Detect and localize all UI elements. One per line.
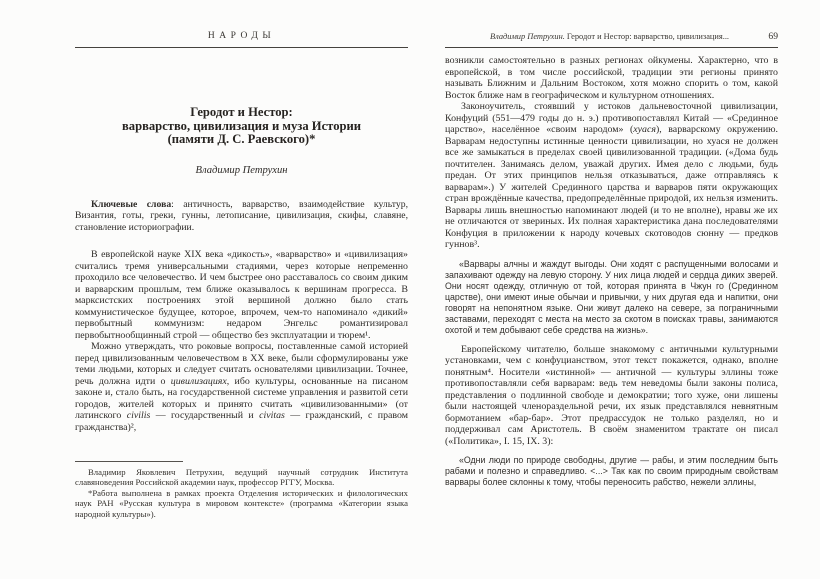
paragraph: В европейской науке XIX века «дикость», «варварство» и «цивилизация» считались тремя универсальными стадиями, через которые непременно проходило все человечество. И чем быстрее оно расставалось со своим диким и варварским прошлым, тем ближе оказывалось к вершинам прогресса. В марксистских построениях этой вершиной должно было стать коммунистическое будущее, которое, впрочем, чем-то напоминало «дикий» первобытный коммунизм: недаром Энгельс романтизировал первобытнообщинный строй — общество без эксплуатации и тюрем¹.: [75, 249, 408, 341]
article-title-line-3: (памяти Д. С. Раевского)*: [167, 132, 316, 147]
page-left: [75, 0, 408, 579]
paragraph: Европейскому читателю, больше знакомому с античными культурными установками, чем с конфуцианством, этот текст покажется, однако, вполне понятным⁴. Носители «истинной» — античной — культуры эллины тоже противопоставляли себя варварам: ведь тем неведомы были законы полиса, представления о подлинной свободе и демократии; того хуже, они лишены были настоящей членораздельной речи, их язык представлялся невнятным бормотанием «бар-бар». Этот предрассудок не только разделял, но и поддерживал сам Аристотель. В своём знаменитом трактате он писал («Политика», I. 15, IX. 3):: [445, 343, 778, 447]
footnote-project-note: *Работа выполнена в рамках проекта Отделения исторических и филологических наук РАН «Русская культура в мировом контексте» (программа «Категории языка народной культуры»).: [75, 487, 408, 519]
keywords-block: [75, 199, 408, 233]
article-author: Владимир Петрухин: [195, 165, 288, 176]
footnote-affiliation: Владимир Яковлевич Петрухин, ведущий научный сотрудник Института славяноведения Российской академии наук, профессор РГГУ, Москва.: [75, 467, 408, 488]
running-head-right: [445, 31, 778, 44]
paragraph-continuation: возникли самостоятельно в разных регионах ойкумены. Характерно, что в европейской, в том числе российской, традиции эти регионы принято называть Ближним и Дальним Востоком, хотя можно спорить о том, какой Восток ближе нам в географическом и культурном отношениях.: [445, 55, 778, 101]
body-text-left: [75, 249, 408, 433]
paragraph: Законоучитель, стоявший у истоков дальневосточной цивилизации, Конфуций (551—479 годы до н. э.) противопоставлял Китай — «Срединное царство», населённое «своим народом» (хуася), варварскому окружению. Варварам недоступны истинные ценности цивилизации, но хуася не должен все же замыкаться в пределах своей цивилизованной традиции. («Дома будь почтителен. Занимаясь делом, уважай других. Имея дело с людьми, будь предан. От этих принципов нельзя отказываться, даже отправляясь к варварам».) У жителей Срединного царства и варваров пяти окружающих стран врождённые качества, предопределённые природой, их нельзя изменить. Варвары лишь внешностью напоминают людей (и то не вполне), нравы же их не отличаются от звериных. Их полная характеристика дана последователями Конфуция в приложении к народу кочевых скотоводов сюнну — предков гуннов³.: [445, 101, 778, 250]
paragraph: Можно утверждать, что роковые вопросы, поставленные самой историей перед цивилизованным человечеством в XX веке, были сформулированы уже теми людьми, которых и следует считать основателями цивилизации. Точнее, речь должна идти о цивилизациях, ибо культуры, основанные на писаном законе и, стало быть, на государственной системе управления и развитой сети городов, жителей которых и принято считать «цивилизованными» (от латинского civilis — государственный и civitas — гражданский, с правом гражданства)²,: [75, 341, 409, 433]
running-head-article-ref: [445, 32, 756, 41]
article-title: [75, 106, 408, 147]
body-text-right: [445, 55, 778, 496]
page-number: 69: [768, 31, 778, 42]
article-title-line-1: Геродот и Нестор:: [190, 105, 293, 119]
block-quote-confucian: «Варвары алчны и жаждут выгоды. Они ходят с распущенными волосами и запахивают одежду на левую сторону. У них лица людей и сердца диких зверей. Они носят одежду, отличную от той, которая принята в Чжун го (Срединном царстве), они имеют иные обычаи и привычки, у них другая еда и напитки, они говорят на непонятном языке. Они живут далеко на севере, за пограничными заставами, переходят с места на место за скотом в поисках травы, занимаются охотой и тем добывают себе средства на жизнь».: [445, 258, 778, 335]
keywords-text: : античность, варварство, взаимодействие культур, Византия, готы, греки, гунны, летописание, цивилизация, скифы, славяне, становление историографии.: [75, 199, 409, 233]
footnote-block: [75, 467, 408, 519]
running-head-left: [75, 31, 408, 44]
header-rule-right: [445, 47, 778, 48]
block-quote-aristotle: «Одни люди по природе свободны, другие — рабы, и этим последним быть рабами и полезно и справедливо. <...> Так как по своим природным свойствам варвары более склонны к тому, чтобы переносить рабство, нежели эллины,: [445, 455, 778, 487]
page-right: [445, 0, 778, 579]
header-rule-left: [75, 47, 408, 48]
running-head-author: Владимир Петрухин.: [489, 32, 565, 41]
running-head-short-title: Геродот и Нестор: варварство, цивилизация...: [564, 32, 730, 41]
article-title-line-2: варварство, цивилизация и муза Истории: [121, 118, 362, 133]
keywords-label: Ключевые слова: [91, 199, 172, 210]
footnote-separator: [75, 461, 183, 462]
running-head-section-label: НАРОДЫ: [207, 31, 276, 41]
